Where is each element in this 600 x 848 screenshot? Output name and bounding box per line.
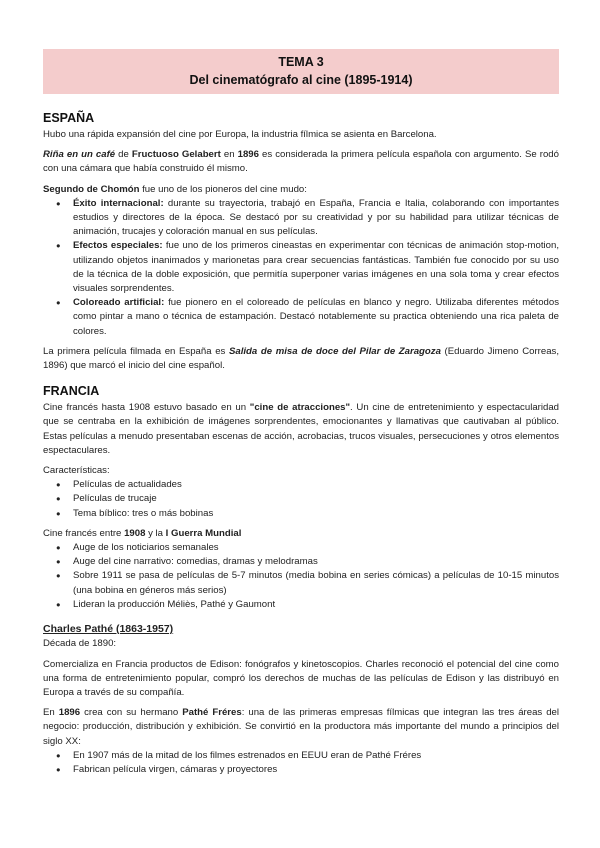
film-title: Riña en un café <box>43 149 116 161</box>
list-item: ● En 1907 más de la mitad de los filmes estrenados en EEUU eran de Pathé Fréres <box>73 749 559 763</box>
pathe-paragraph-2: En 1896 crea con su hermano Pathé Fréres: una de las primeras empresas fílmicas que integran las tres áreas del negocio: producción, distribución y exhibición. Se convirtió en la productora más importante del mundo a principios del siglo XX: <box>43 707 560 747</box>
list-item: ● Sobre 1911 se pasa de películas de 5-7 minutos (media bobina en series cómicas) a películas de 10-15 minutos (una bobina en géneros más serios) <box>73 569 559 597</box>
francia-intro: Cine francés hasta 1908 estuvo basado en un "cine de atracciones". Un cine de entretenimiento y espectacularidad que se centraba en la exhibición de imágenes sorprendentes, emocionantes y llamativas que cautivaban al público. Estas películas a menudo presentaban escenas de acción, acrobacias, trucos visuales, persecuciones y otros elementos espectaculares. <box>43 402 559 456</box>
chomon-list <box>43 197 559 339</box>
section-heading-espana: ESPAÑA <box>43 111 95 125</box>
cine-frances-entre: Cine francés entre 1908 y la I Guerra Mundial <box>43 527 242 539</box>
page-title: TEMA 3 <box>278 55 324 69</box>
list-item: ● Películas de actualidades <box>73 478 559 492</box>
pathe-list <box>43 749 559 777</box>
espana-rina-paragraph: Riña en un café de Fructuoso Gelabert en 1896 es considerada la primera película española con argumento. Se rodó con una cámara que había construido él mismo. <box>43 149 559 175</box>
film-title: Salida de misa de doce del Pilar de Zaragoza <box>228 345 441 357</box>
caracteristicas-label: Características: <box>43 465 110 477</box>
pathe-paragraph-1: Comercializa en Francia productos de Edison: fonógrafos y kinetoscopios. Charles reconoció el potencial del cine como una forma de entretenimiento popular, compró los derechos de muchas de las películas de Edison y las distribuyó en Europa a través de su compañía. <box>43 658 559 698</box>
list-item: ● Fabrican película virgen, cámaras y proyectores <box>73 763 559 777</box>
section-heading-pathe: Charles Pathé (1863-1957) <box>43 623 174 636</box>
list-item: ● Tema bíblico: tres o más bobinas <box>73 507 559 521</box>
list-item: ● Éxito internacional: durante su trayectoria, trabajó en España, Francia e Italia, colaborando con importantes estudios y directores de la época. Se destacó por su creatividad y por su habilidad para utilizar técnicas de animación, trucajes y coloración manual en sus películas. <box>73 197 559 240</box>
list-item: ● Coloreado artificial: fue pionero en el coloreado de películas en blanco y negro. Utilizaba diferentes métodos como pintar a mano o técnica de estampación. Destacó notablemente su practica obteniendo una rica paleta de colores. <box>73 296 559 339</box>
chomon-intro: Segundo de Chomón fue uno de los pioneros del cine mudo: <box>43 183 307 195</box>
list-item: ● Películas de trucaje <box>73 492 559 506</box>
page-subtitle: Del cinematógrafo al cine (1895-1914) <box>189 73 413 87</box>
espana-primera-paragraph: La primera película filmada en España es Salida de misa de doce del Pilar de Zaragoza (Eduardo Jimeno Correas, 1896) que marcó el inicio del cine español. <box>43 345 559 372</box>
chomon-name: Segundo de Chomón <box>43 183 140 195</box>
espana-intro: Hubo una rápida expansión del cine por Europa, la industria fílmica se asienta en Barcelona. <box>43 129 437 140</box>
section-heading-francia: FRANCIA <box>43 384 100 399</box>
list-item: ● Efectos especiales: fue uno de los primeros cineastas en experimentar con técnicas de animación stop-motion, utilizando objetos inanimados y marionetas para crear secuencias fantásticas. También fue conocido por su uso de la técnica de la doble exposición, que permitía superponer varias imágenes en una sola toma y crear efectos visuales sorprendentes. <box>73 239 559 296</box>
pathe-decade: Década de 1890: <box>43 638 117 650</box>
cine-frances-list <box>43 541 559 612</box>
author-name: Fructuoso Gelabert <box>131 149 221 161</box>
list-item: ● Auge de los noticiarios semanales <box>73 541 559 555</box>
pathe-heading-row <box>43 622 559 637</box>
list-item: ● Auge del cine narrativo: comedias, dramas y melodramas <box>73 555 559 569</box>
caracteristicas-list <box>43 478 559 521</box>
document-page <box>43 49 559 783</box>
list-item: ● Lideran la producción Méliès, Pathé y Gaumont <box>73 598 559 612</box>
year: 1896 <box>237 149 259 161</box>
title-banner <box>43 49 559 94</box>
